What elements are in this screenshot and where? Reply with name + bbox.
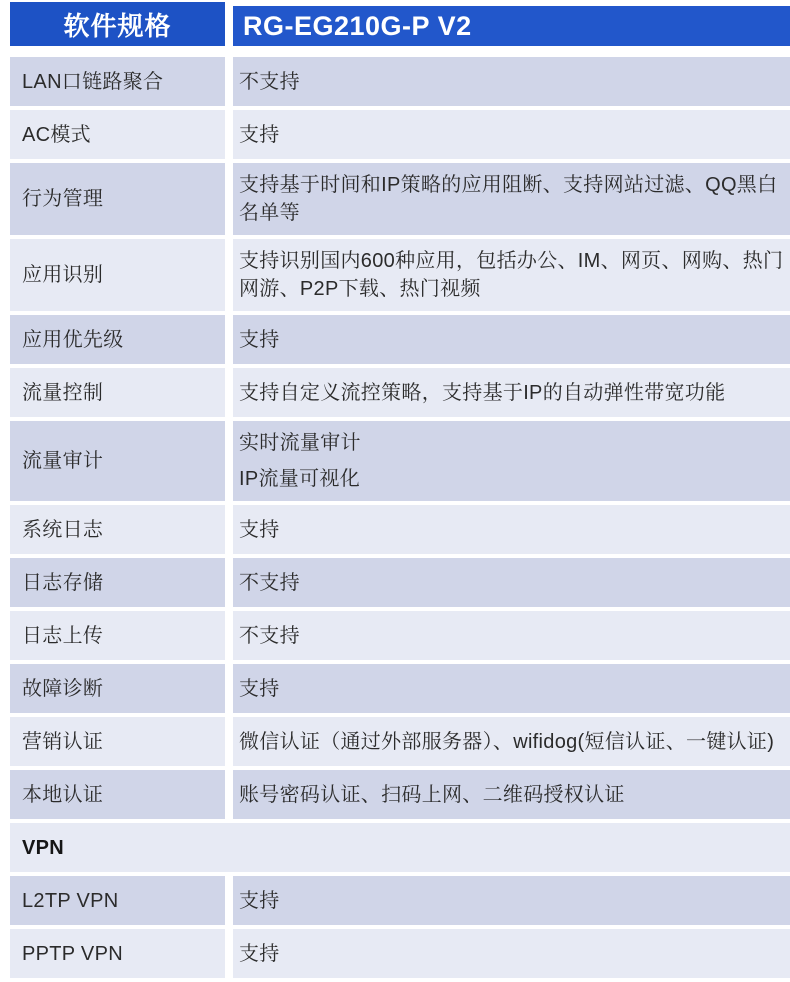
spec-label: 应用识别 bbox=[10, 239, 225, 311]
table-row bbox=[10, 163, 790, 235]
table-header-category: 软件规格 bbox=[10, 2, 225, 46]
table-row bbox=[10, 876, 790, 925]
spec-label: 本地认证 bbox=[10, 770, 225, 819]
spec-label: PPTP VPN bbox=[10, 929, 225, 978]
spec-value: 支持 bbox=[233, 929, 790, 978]
spec-label: 行为管理 bbox=[10, 163, 225, 235]
table-row bbox=[10, 315, 790, 364]
spec-value: 微信认证（通过外部服务器）、wifidog(短信认证、一键认证) bbox=[233, 717, 790, 766]
table-row bbox=[10, 558, 790, 607]
spec-label: 系统日志 bbox=[10, 505, 225, 554]
spec-label: AC模式 bbox=[10, 110, 225, 159]
spec-value: 支持 bbox=[233, 110, 790, 159]
spec-value: 不支持 bbox=[233, 57, 790, 106]
spec-value-line: IP流量可视化 bbox=[239, 468, 360, 490]
spec-value: 账号密码认证、扫码上网、二维码授权认证 bbox=[233, 770, 790, 819]
spec-label: 营销认证 bbox=[10, 717, 225, 766]
table-row bbox=[10, 239, 790, 311]
spec-value: 不支持 bbox=[233, 558, 790, 607]
spec-value: 支持基于时间和IP策略的应用阻断、支持网站过滤、QQ黑白名单等 bbox=[233, 163, 790, 235]
spec-label: 日志上传 bbox=[10, 611, 225, 660]
spec-value: 支持 bbox=[233, 664, 790, 713]
spec-value bbox=[233, 421, 790, 501]
spec-value: 支持 bbox=[233, 876, 790, 925]
table-row bbox=[10, 57, 790, 106]
table-row bbox=[10, 770, 790, 819]
spec-label: VPN bbox=[10, 823, 790, 872]
spec-table bbox=[10, 2, 790, 982]
spec-label: 故障诊断 bbox=[10, 664, 225, 713]
table-header-model: RG-EG210G-P V2 bbox=[233, 6, 790, 46]
table-row bbox=[10, 823, 790, 872]
table-row bbox=[10, 368, 790, 417]
table-row bbox=[10, 110, 790, 159]
table-row bbox=[10, 717, 790, 766]
spec-label: 流量审计 bbox=[10, 421, 225, 501]
spec-label: 流量控制 bbox=[10, 368, 225, 417]
spec-value: 支持自定义流控策略，支持基于IP的自动弹性带宽功能 bbox=[233, 368, 790, 417]
spec-value-line: 实时流量审计 bbox=[239, 432, 361, 454]
spec-value: 支持 bbox=[233, 315, 790, 364]
table-body bbox=[10, 57, 790, 978]
table-row bbox=[10, 611, 790, 660]
spec-value: 不支持 bbox=[233, 611, 790, 660]
table-row bbox=[10, 664, 790, 713]
spec-label: LAN口链路聚合 bbox=[10, 57, 225, 106]
spec-label: L2TP VPN bbox=[10, 876, 225, 925]
table-row bbox=[10, 505, 790, 554]
spec-label: 应用优先级 bbox=[10, 315, 225, 364]
table-row bbox=[10, 421, 790, 501]
spec-value: 支持识别国内600种应用，包括办公、IM、网页、网购、热门网游、P2P下载、热门视频 bbox=[233, 239, 790, 311]
spec-value: 支持 bbox=[233, 505, 790, 554]
table-header bbox=[10, 2, 790, 46]
table-row bbox=[10, 929, 790, 978]
spec-label: 日志存储 bbox=[10, 558, 225, 607]
